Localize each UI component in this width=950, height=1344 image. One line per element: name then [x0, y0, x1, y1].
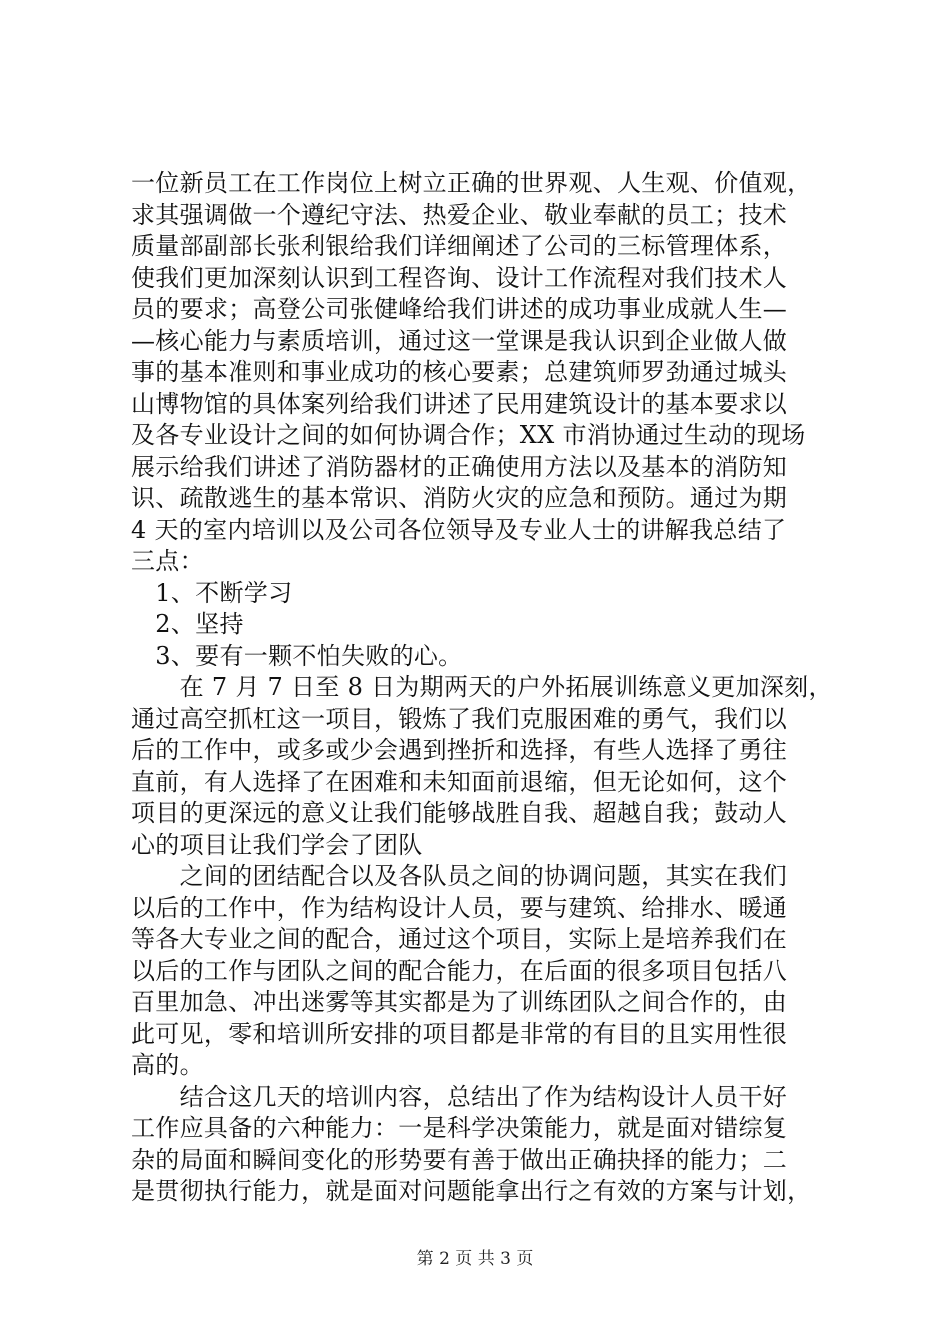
text-line: 员的要求；高登公司张健峰给我们讲述的成功事业成就人生— — [131, 295, 788, 323]
text-line: 展示给我们讲述了消防器材的正确使用方法以及基本的消防知 — [131, 452, 788, 481]
text-line: 此可见，零和培训所安排的项目都是非常的有目的且实用性很 — [131, 1019, 788, 1048]
text-line: 直前，有人选择了在困难和未知面前退缩，但无论如何，这个 — [131, 767, 788, 796]
text-line: 项目的更深远的意义让我们能够战胜自我、超越自我；鼓动人 — [131, 799, 788, 827]
text-line: 之间的团结配合以及各队员之间的协调问题，其实在我们 — [131, 862, 788, 890]
text-line: 是贯彻执行能力，就是面对问题能拿出行之有效的方案与计划， — [131, 1177, 812, 1205]
text-line: 使我们更加深刻认识到工程咨询、设计工作流程对我们技术人 — [131, 263, 788, 292]
text-line: 工作应具备的六种能力：一是科学决策能力，就是面对错综复 — [131, 1114, 788, 1142]
text-line: 山博物馆的具体案列给我们讲述了民用建筑设计的基本要求以 — [131, 389, 788, 418]
page-footer: 第 2 页 共 3 页 — [416, 1249, 534, 1269]
list-item: 1、不断学习 — [131, 578, 293, 607]
text-line: —核心能力与素质培训，通过这一堂课是我认识到企业做人做 — [131, 326, 788, 355]
text-line: 一位新员工在工作岗位上树立正确的世界观、人生观、价值观， — [131, 169, 812, 197]
text-line: 杂的局面和瞬间变化的形势要有善于做出正确抉择的能力；二 — [131, 1145, 788, 1174]
text-line: 事的基本准则和事业成功的核心要素；总建筑师罗劲通过城头 — [131, 358, 788, 386]
text-line: 及各专业设计之间的如何协调合作；XX 市消协通过生动的现场 — [131, 421, 806, 449]
text-line: 4 天的室内培训以及公司各位领导及专业人士的讲解我总结了 — [131, 515, 787, 544]
list-item: 2、坚持 — [131, 610, 244, 638]
text-line: 通过高空抓杠这一项目，锻炼了我们克服困难的勇气，我们以 — [131, 704, 788, 733]
list-item: 3、要有一颗不怕失败的心。 — [131, 641, 463, 670]
text-line: 三点： — [131, 547, 204, 575]
text-line: 等各大专业之间的配合，通过这个项目，实际上是培养我们在 — [131, 925, 788, 953]
text-line: 以后的工作与团队之间的配合能力，在后面的很多项目包括八 — [131, 956, 788, 985]
text-line: 百里加急、冲出迷雾等其实都是为了训练团队之间合作的，由 — [131, 988, 788, 1016]
text-line: 结合这几天的培训内容，总结出了作为结构设计人员干好 — [131, 1082, 788, 1111]
text-line: 后的工作中，或多或少会遇到挫折和选择，有些人选择了勇往 — [131, 736, 788, 764]
text-line: 求其强调做一个遵纪守法、热爱企业、敬业奉献的员工；技术 — [131, 200, 788, 229]
text-line: 以后的工作中，作为结构设计人员，要与建筑、给排水、暖通 — [131, 893, 788, 922]
text-line: 高的。 — [131, 1051, 204, 1079]
text-line: 质量部副部长张利银给我们详细阐述了公司的三标管理体系， — [131, 232, 788, 260]
text-line: 在 7 月 7 日至 8 日为期两天的户外拓展训练意义更加深刻， — [131, 673, 833, 701]
text-line: 心的项目让我们学会了团队 — [131, 830, 423, 859]
text-line: 识、疏散逃生的基本常识、消防火灾的应急和预防。通过为期 — [131, 484, 788, 512]
